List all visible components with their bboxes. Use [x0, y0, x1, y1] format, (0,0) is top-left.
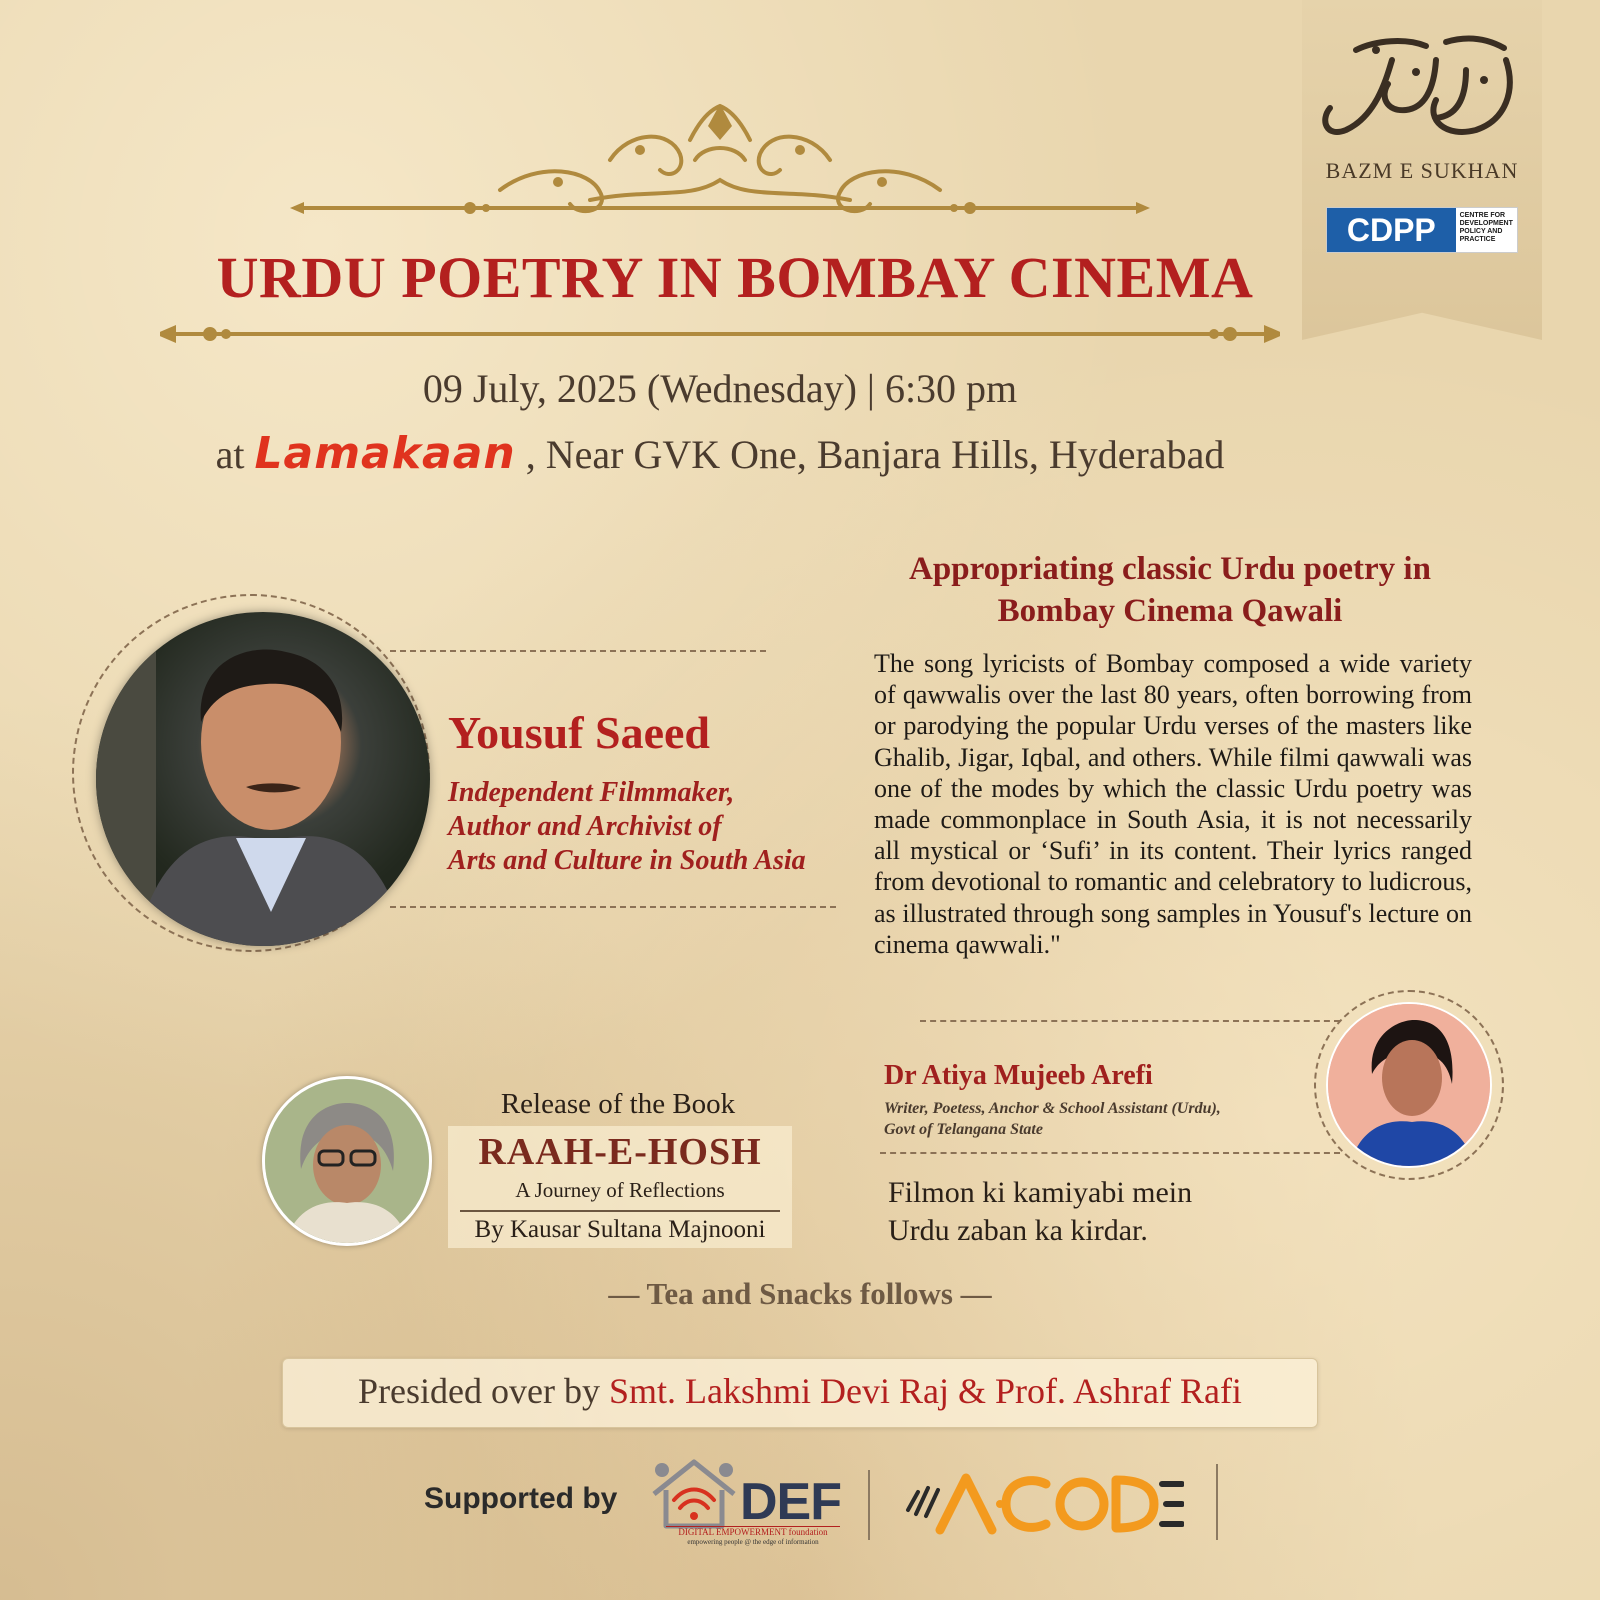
title-ornament [290, 100, 1150, 230]
speaker1-role-line: Author and Archivist of [448, 811, 722, 842]
cdpp-abbr: CDPP [1327, 208, 1456, 252]
event-title: URDU POETRY IN BOMBAY CINEMA [216, 245, 1254, 310]
speaker1-role-line: Independent Filmmaker, [448, 777, 735, 808]
book-release-heading: Release of the Book [500, 1088, 736, 1120]
acode-logo [904, 1470, 1184, 1536]
speaker2-role [884, 1098, 1314, 1140]
talk-title [860, 548, 1480, 632]
divider-dashed [920, 1020, 1340, 1022]
cdpp-logo [1326, 207, 1518, 253]
def-logo-text: DEF [740, 1473, 841, 1531]
brand-name: BAZM E SUKHAN [1325, 158, 1519, 183]
wifi-icon [674, 1490, 714, 1509]
presided-text [282, 1370, 1318, 1412]
author-portrait [265, 1079, 429, 1243]
speed-lines-icon [908, 1488, 938, 1516]
bazm-e-sukhan-logo [1316, 20, 1528, 160]
author-photo [262, 1076, 432, 1246]
divider-vertical [868, 1470, 870, 1540]
divider-dashed [390, 906, 836, 908]
book-subtitle: A Journey of Reflections [515, 1178, 725, 1202]
presided-prefix: Presided over by [358, 1371, 600, 1411]
talk-title-line: Bombay Cinema Qawali [997, 593, 1343, 629]
talk-description: The song lyricists of Bombay composed a wide variety of qawwalis over the last 80 years, often borrowing from or parodying the popular Urdu verses of the masters like Ghalib, Jigar, Iqbal, and others. While filmi qawwali was one of the modes by which the classic Urdu poetry was made commonplace in South Asia, it is not necessarily all mystical or ‘Sufi’ in its content. Their lyrics ranged from devotional to romantic and celebratory to ludicrous, as illustrated through song samples in Yousuf's lecture on cinema qawwali." [874, 649, 1472, 959]
speaker2-photo [1326, 1002, 1492, 1168]
book-author: By Kausar Sultana Majnooni [474, 1216, 766, 1243]
venue-prefix: at [215, 432, 245, 477]
speaker2-name: Dr Atiya Mujeeb Arefi [884, 1060, 1153, 1091]
divider-vertical [1216, 1464, 1218, 1540]
def-tagline: empowering people @ the edge of information [687, 1538, 819, 1546]
speaker1-name: Yousuf Saeed [448, 707, 711, 758]
speaker2-talk-line: Urdu zaban ka kirdar. [888, 1214, 1148, 1247]
speaker2-talk-line: Filmon ki kamiyabi mein [888, 1176, 1193, 1209]
venue-address: , Near GVK One, Banjara Hills, Hyderabad [525, 432, 1225, 477]
speaker1-role [448, 776, 848, 878]
def-full-name: DIGITAL EMPOWERMENT foundation [666, 1526, 840, 1537]
speaker2-role-line: Govt of Telangana State [884, 1121, 1043, 1138]
supported-by-label: Supported by [424, 1482, 618, 1515]
speaker2-talk-title [888, 1174, 1192, 1250]
speaker1-photo [96, 612, 430, 946]
event-venue [150, 428, 1290, 479]
title-divider [160, 322, 1280, 346]
book-title: RAAH-E-HOSH [478, 1131, 762, 1173]
book-divider [460, 1210, 780, 1212]
divider-dashed [880, 1152, 1340, 1154]
divider-dashed [390, 650, 766, 652]
speaker2-portrait [1328, 1004, 1492, 1168]
cdpp-full-name: CENTRE FOR DEVELOPMENT POLICY AND PRACTICE [1456, 208, 1517, 252]
talk-title-line: Appropriating classic Urdu poetry in [909, 551, 1431, 587]
speaker2-role-line: Writer, Poetess, Anchor & School Assistant (Urdu), [884, 1100, 1221, 1117]
speaker1-portrait [96, 612, 430, 946]
event-date-time: 09 July, 2025 (Wednesday) | 6:30 pm [422, 366, 1018, 411]
speaker1-role-line: Arts and Culture in South Asia [448, 845, 806, 876]
presided-names: Smt. Lakshmi Devi Raj & Prof. Ashraf Rafi [609, 1371, 1242, 1411]
refreshments-note: — Tea and Snacks follows — [608, 1276, 992, 1311]
venue-name: Lamakaan [254, 428, 516, 479]
